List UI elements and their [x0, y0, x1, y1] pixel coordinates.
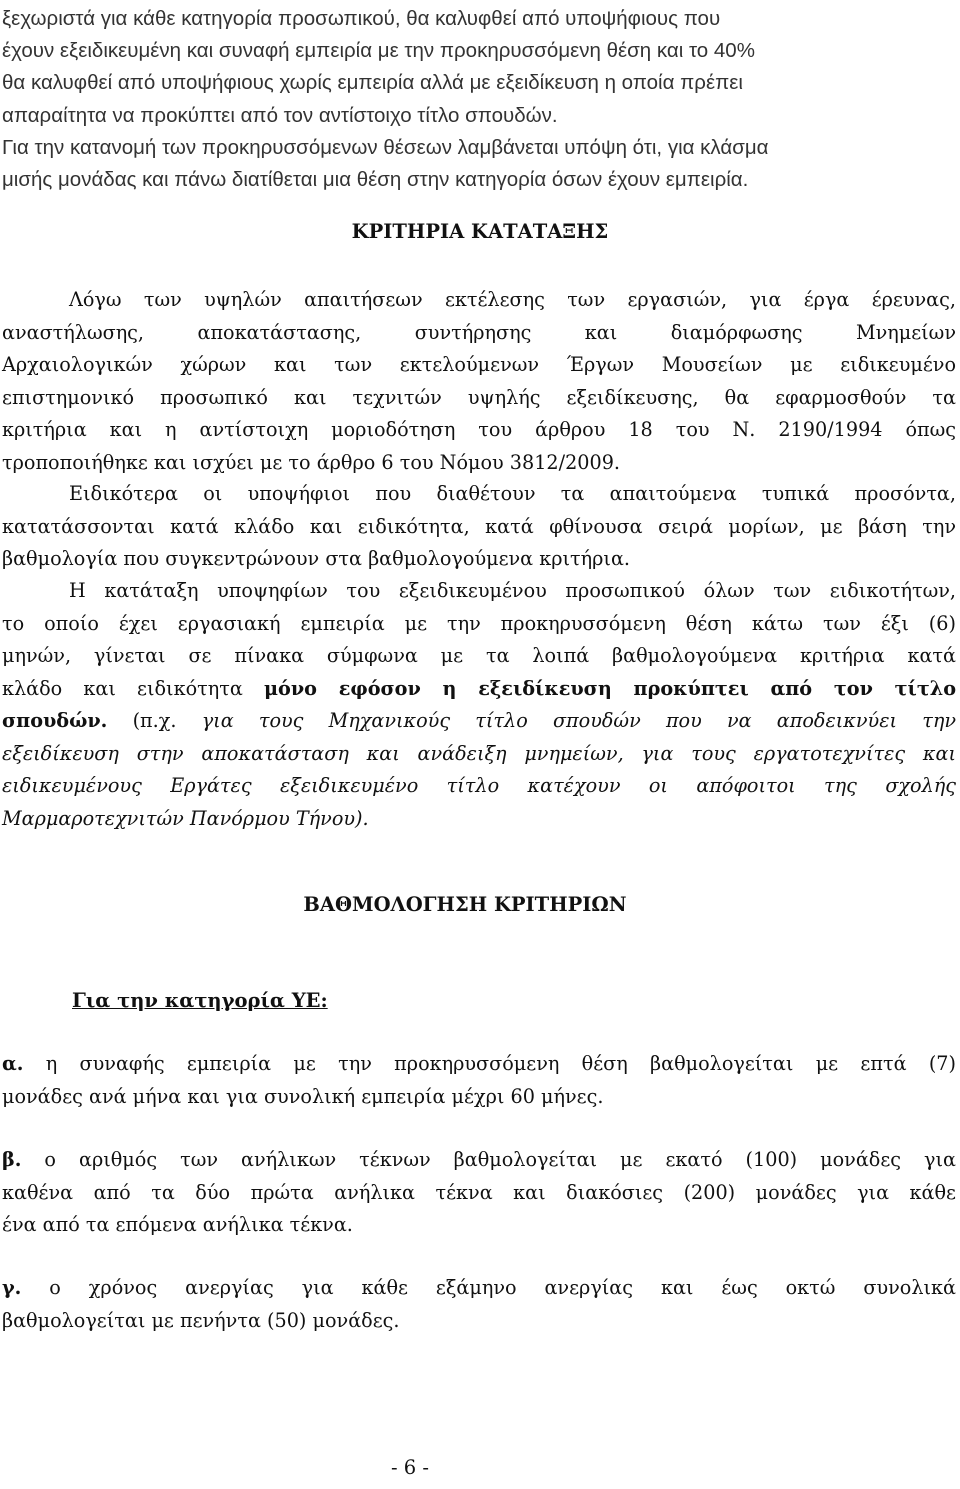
item-line: καθένα από τα δύο πρώτα ανήλικα τέκνα και διακόσιες (200) μονάδες για κάθε — [2, 1180, 956, 1204]
intro-line: μισής μονάδας και πάνω διατίθεται μια θέση στην κατηγορία όσων έχουν εμπειρία. — [2, 168, 749, 192]
example-line: ειδικευμένους Εργάτες εξειδικευμένο τίτλο κατέχουν οι απόφοιτοι της σχολής — [2, 774, 956, 797]
item-line — [2, 1048, 956, 1081]
paragraph-line: τροποποιήθηκε και ισχύει με το άρθρο 6 του Νόμου 3812/2009. — [2, 450, 621, 474]
paragraph-line: κριτήρια και η αντίστοιχη μοριοδότηση του άρθρου 18 του Ν. 2190/1994 όπως — [2, 418, 956, 441]
ranking-paragraph-3 — [2, 575, 956, 835]
ranking-paragraph-1 — [2, 284, 956, 479]
plain-text: (π.χ. — [107, 709, 202, 732]
criterion-item-c — [2, 1272, 956, 1337]
paragraph-line: αναστήλωσης, αποκατάστασης, συντήρησης και διαμόρφωσης Μνημείων — [2, 320, 956, 344]
item-line — [2, 1144, 956, 1177]
intro-line: θα καλυφθεί από υποψήφιους χωρίς εμπειρία αλλά με εξειδίκευση η οποία πρέπει — [2, 71, 743, 95]
emphasis-text: μόνο εφόσον η εξειδίκευση προκύπτει από τον τίτλο — [264, 676, 957, 700]
criterion-item-b — [2, 1144, 956, 1242]
page-number: - 6 - — [391, 1456, 429, 1479]
paragraph-line: Λόγω των υψηλών απαιτήσεων εκτέλεσης των εργασιών, για έργα έρευνας, — [69, 288, 956, 311]
ranking-paragraph-2 — [2, 478, 956, 576]
item-line — [2, 1272, 956, 1305]
category-heading: Για την κατηγορία ΥΕ: — [72, 989, 328, 1012]
item-line: βαθμολογείται με πενήντα (50) μονάδες. — [2, 1308, 400, 1332]
item-marker: γ. — [2, 1276, 22, 1299]
item-line: ένα από τα επόμενα ανήλικα τέκνα. — [2, 1213, 353, 1236]
intro-line: απαραίτητα να προκύπτει από τον αντίστοιχο τίτλο σπουδών. — [2, 103, 558, 127]
example-line: Μαρμαροτεχνιτών Πανόρμου Τήνου). — [2, 806, 369, 830]
item-text: ο χρόνος ανεργίας για κάθε εξάμηνο ανεργίας και έως οκτώ συνολικά — [21, 1276, 956, 1299]
paragraph-line: Η κατάταξη υποψηφίων του εξειδικευμένου προσωπικού όλων των ειδικοτήτων, — [69, 579, 956, 602]
item-marker: α. — [2, 1052, 24, 1075]
intro-line: έχουν εξειδικευμένη και συναφή εμπειρία με την προκηρυσσόμενη θέση και το 40% — [2, 39, 755, 63]
scoring-heading: ΒΑΘΜΟΛΟΓΗΣΗ ΚΡΙΤΗΡΙΩΝ — [303, 893, 627, 916]
plain-text: κλάδο και ειδικότητα — [2, 676, 264, 700]
example-text: για τους Μηχανικούς τίτλο σπουδών που να αποδεικνύει την — [201, 709, 956, 732]
paragraph-line — [2, 705, 956, 738]
criteria-heading: ΚΡΙΤΗΡΙΑ ΚΑΤΑΤΑΞΗΣ — [351, 220, 609, 243]
paragraph-line: το οποίο έχει εργασιακή εμπειρία με την προκηρυσσόμενη θέση κάτω των έξι (6) — [2, 611, 956, 635]
emphasis-text: σπουδών. — [2, 709, 108, 732]
item-marker: β. — [2, 1148, 22, 1171]
paragraph-line: Αρχαιολογικών χώρων και των εκτελούμενων Έργων Μουσείων με ειδικευμένο — [2, 353, 956, 376]
intro-paragraph — [2, 3, 956, 196]
paragraph-line: μηνών, γίνεται σε πίνακα σύμφωνα με τα λοιπά βαθμολογούμενα κριτήρια κατά — [2, 644, 956, 667]
intro-line: ξεχωριστά για κάθε κατηγορία προσωπικού, θα καλυφθεί από υποψήφιους που — [2, 7, 721, 30]
example-line: εξειδίκευση στην αποκατάσταση και ανάδειξη μνημείων, για τους εργατοτεχνίτες και — [2, 741, 956, 765]
item-line: μονάδες ανά μήνα και για συνολική εμπειρία μέχρι 60 μήνες. — [2, 1084, 604, 1108]
paragraph-line: Ειδικότερα οι υποψήφιοι που διαθέτουν τα απαιτούμενα τυπικά προσόντα, — [69, 482, 956, 505]
paragraph-line: επιστημονικό προσωπικό και τεχνιτών υψηλής εξειδίκευσης, θα εφαρμοσθούν τα — [2, 385, 956, 409]
paragraph-line: κατατάσσονται κατά κλάδο και ειδικότητα, κατά φθίνουσα σειρά μορίων, με βάση την — [2, 514, 956, 538]
item-text: η συναφής εμπειρία με την προκηρυσσόμενη θέση βαθμολογείται με επτά (7) — [23, 1052, 956, 1075]
paragraph-line — [2, 673, 956, 706]
item-text: ο αριθμός των ανήλικων τέκνων βαθμολογείται με εκατό (100) μονάδες για — [21, 1148, 956, 1171]
criterion-item-a — [2, 1048, 956, 1113]
intro-line: Για την κατανομή των προκηρυσσόμενων θέσεων λαμβάνεται υπόψη ότι, για κλάσμα — [2, 135, 769, 159]
paragraph-line: βαθμολογία που συγκεντρώνουν στα βαθμολογούμενα κριτήρια. — [2, 547, 631, 570]
